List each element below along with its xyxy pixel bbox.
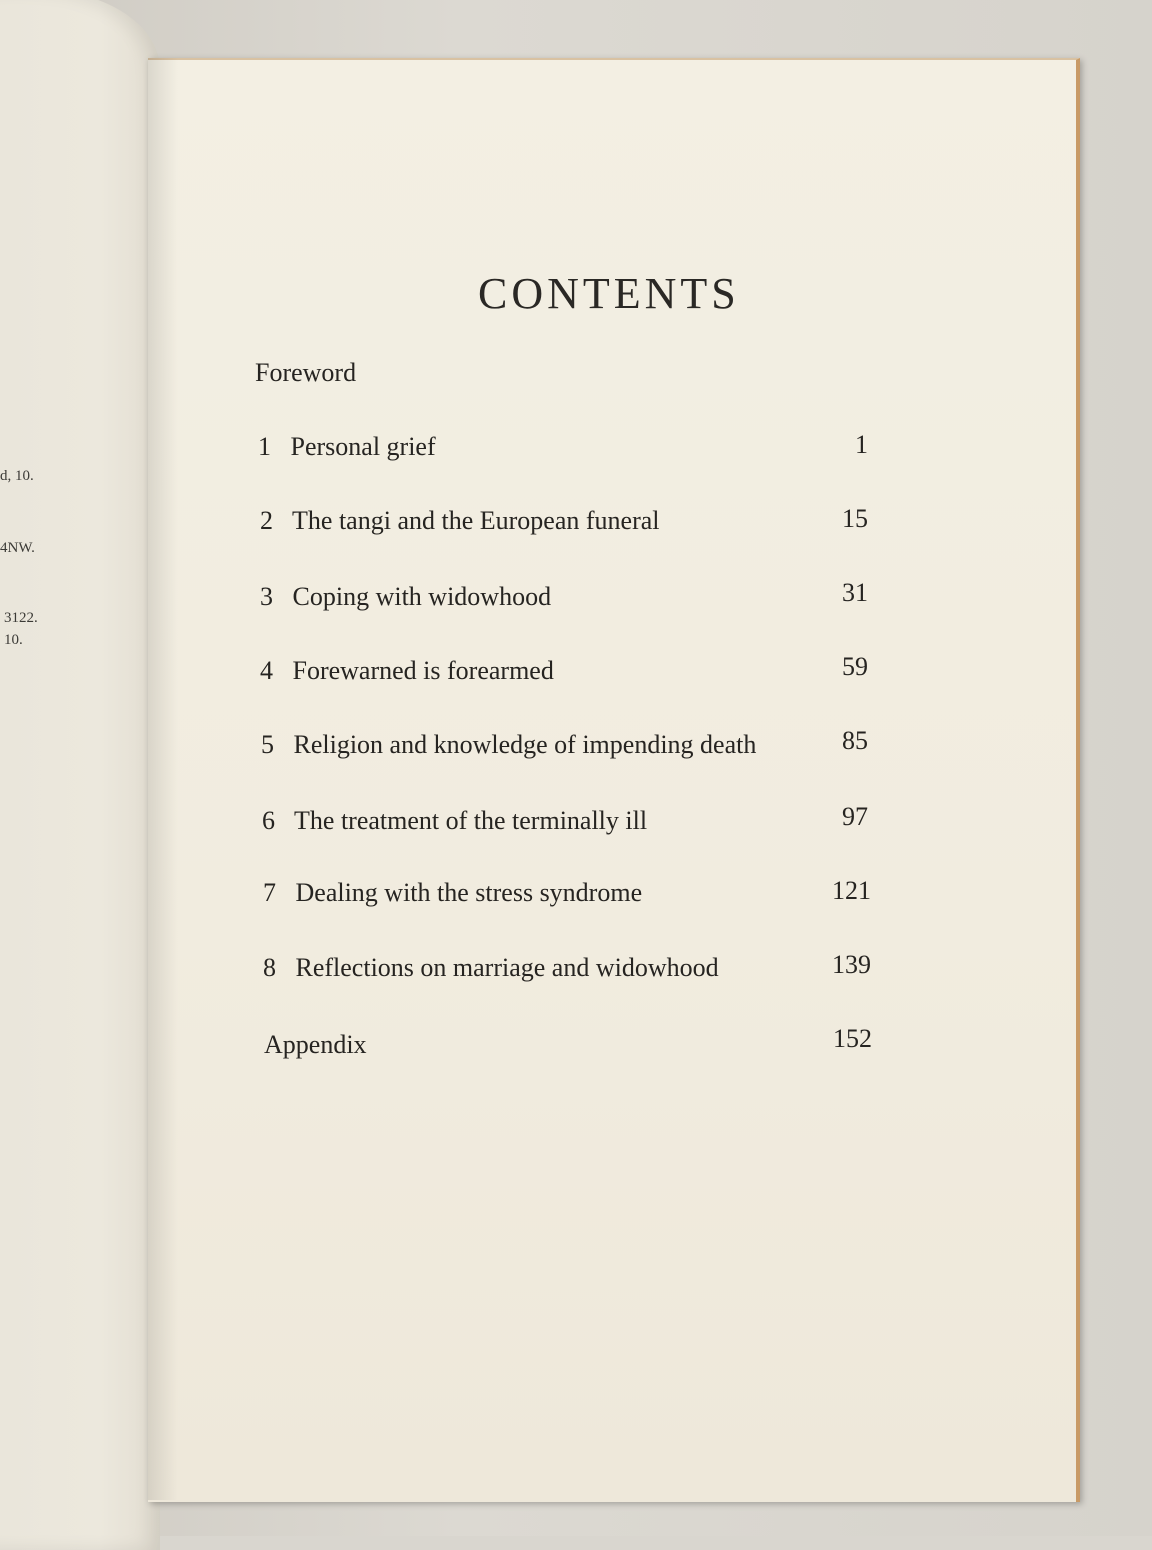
- toc-entry-number: 8: [263, 953, 276, 982]
- toc-page-number: 139: [832, 950, 871, 979]
- toc-entry-1: [258, 432, 436, 462]
- previous-page: [0, 0, 160, 1550]
- toc-page-number: 31: [842, 578, 868, 607]
- toc-entry-title: Forewarned is forearmed: [292, 656, 554, 685]
- toc-entry-3: [260, 582, 551, 612]
- toc-page-number: 152: [833, 1024, 872, 1053]
- toc-page-number: 97: [842, 802, 868, 831]
- toc-page-number: 1: [855, 430, 868, 459]
- toc-entry-number: 2: [260, 506, 273, 535]
- toc-entry-title: The tangi and the European funeral: [292, 506, 660, 535]
- toc-entry-6: [262, 806, 647, 836]
- toc-entry-number: 6: [262, 806, 275, 835]
- contents-heading: CONTENTS: [478, 269, 740, 318]
- toc-page-number: 121: [832, 876, 871, 905]
- toc-entry-7: [263, 878, 642, 908]
- toc-appendix: Appendix: [264, 1030, 367, 1059]
- toc-entry-title: Religion and knowledge of impending death: [293, 730, 757, 759]
- toc-entry-number: 7: [263, 878, 276, 907]
- previous-page-text-4: 10.: [4, 632, 23, 648]
- toc-entry-2: [260, 506, 659, 536]
- toc-entry-title: Dealing with the stress syndrome: [295, 878, 643, 907]
- toc-entry-number: 1: [258, 432, 271, 461]
- toc-entry-5: [261, 730, 756, 760]
- toc-entry-title: The treatment of the terminally ill: [294, 806, 648, 835]
- previous-page-text-2: 4NW.: [0, 540, 35, 556]
- toc-entry-4: [260, 656, 554, 686]
- toc-page-number: 59: [842, 652, 868, 681]
- toc-page-number: 85: [842, 726, 868, 755]
- previous-page-text-1: d, 10.: [0, 468, 34, 484]
- toc-entry-title: Personal grief: [290, 432, 436, 461]
- toc-entry-8: [263, 953, 719, 983]
- previous-page-text-3: 3122.: [4, 610, 38, 626]
- toc-entry-title: Coping with widowhood: [292, 582, 552, 611]
- toc-entry-number: 4: [260, 656, 273, 685]
- gutter-shadow: [148, 58, 178, 1500]
- toc-foreword: Foreword: [255, 358, 357, 387]
- toc-page-number: 15: [842, 504, 868, 533]
- toc-entry-number: 5: [261, 730, 274, 759]
- toc-entry-number: 3: [260, 582, 273, 611]
- toc-entry-title: Reflections on marriage and widowhood: [295, 953, 719, 982]
